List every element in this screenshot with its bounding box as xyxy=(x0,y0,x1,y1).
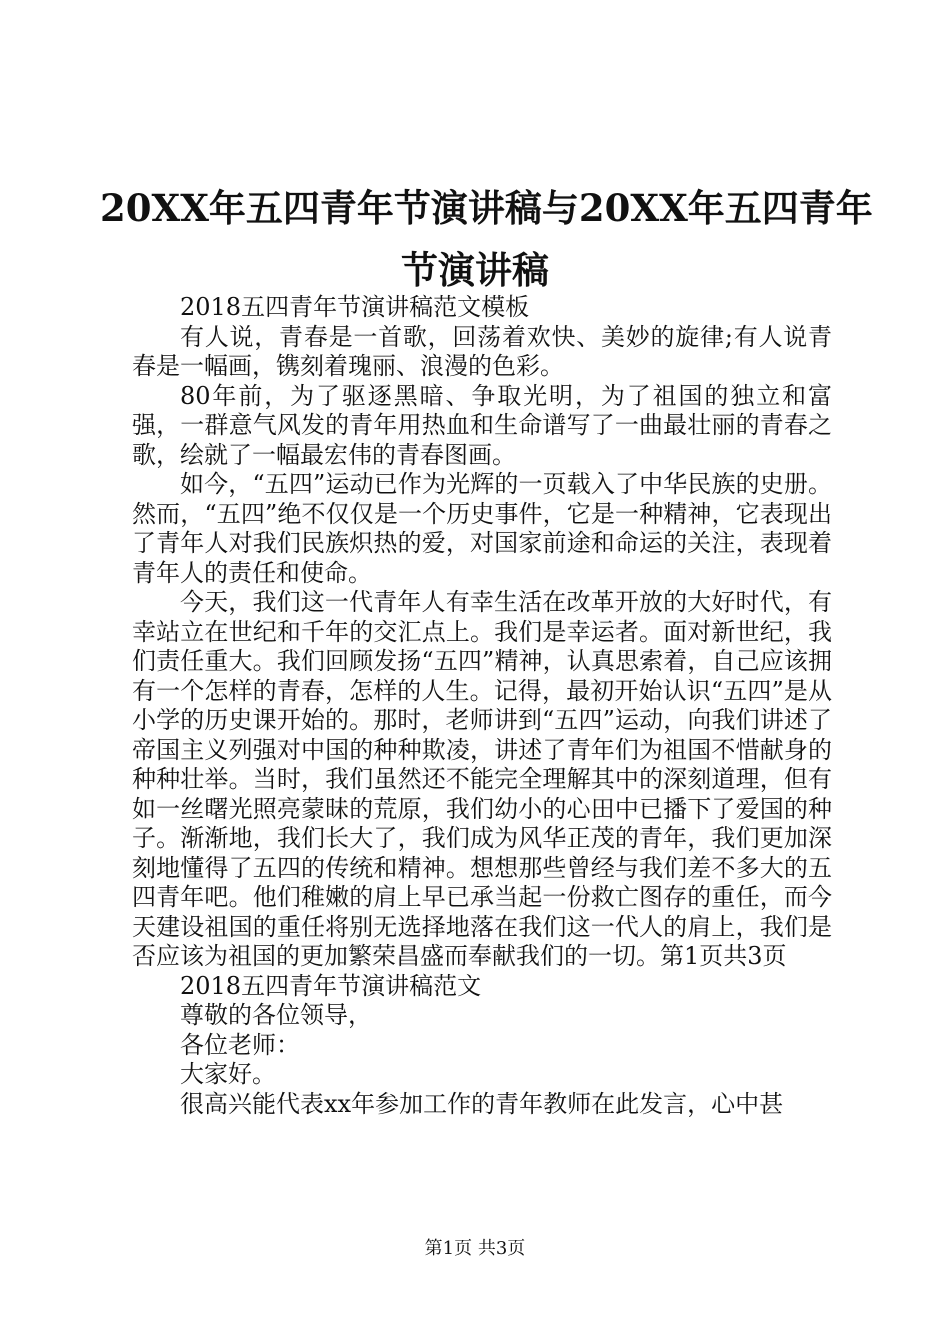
paragraph-1: 2018五四青年节演讲稿范文模板 xyxy=(180,293,530,321)
paragraph-3: 80年前，为了驱逐黑暗、争取光明，为了祖国的独立和富强，一群意气风发的青年用热血和生命谱写了一曲最壮丽的青春之歌，绘就了一幅最宏伟的青春图画。 xyxy=(132,381,832,469)
paragraph-6: 2018五四青年节演讲稿范文 xyxy=(180,971,482,1000)
paragraph-9: 大家好。 xyxy=(180,1060,276,1088)
paragraph-10: 很高兴能代表xx年参加工作的青年教师在此发言，心中甚 xyxy=(180,1089,784,1118)
paragraph-7: 尊敬的各位领导， xyxy=(180,1001,372,1029)
document-title-line-1: 20XX年五四青年节演讲稿与20XX年五四青年 xyxy=(100,186,873,230)
paragraph-5: 今天，我们这一代青年人有幸生活在改革开放的大好时代，有幸站立在世纪和千年的交汇点上。我们是幸运者。面对新世纪，我们责任重大。我们回顾发扬“五四”精神，认真思索着，自己应该拥有一个怎样的青春，怎样的人生。记得，最初开始认识“五四”是从小学的历史课开始的。那时，老师讲到“五四”运动，向我们讲述了帝国主义列强对中国的种种欺凌，讲述了青年们为祖国不惜献身的种种壮举。当时，我们虽然还不能完全理解其中的深刻道理，但有如一丝曙光照亮蒙昧的荒原，我们幼小的心田中已播下了爱国的种子。渐渐地，我们长大了，我们成为风华正茂的青年，我们更加深刻地懂得了五四的传统和精神。想想那些曾经与我们差不多大的五四青年吧。他们稚嫩的肩上早已承当起一份救亡图存的重任，而今天建设祖国的重任将别无选择地落在我们这一代人的肩上，我们是否应该为祖国的更加繁荣昌盛而奉献我们的一切。第1页共3页 xyxy=(132,588,832,970)
paragraph-4: 如今，“五四”运动已作为光辉的一页载入了中华民族的史册。然而，“五四”绝不仅仅是一个历史事件，它是一种精神，它表现出了青年人对我们民族炽热的爱，对国家前途和命运的关注，表现着青年人的责任和使命。 xyxy=(132,470,832,587)
paragraph-2: 有人说，青春是一首歌，回荡着欢快、美妙的旋律;有人说青春是一幅画，镌刻着瑰丽、浪漫的色彩。 xyxy=(132,322,832,380)
page-footer: 第1页 共3页 xyxy=(424,1238,526,1259)
paragraph-8: 各位老师： xyxy=(180,1030,300,1059)
document-title-line-2: 节演讲稿 xyxy=(401,248,549,292)
document-body xyxy=(132,293,832,1119)
